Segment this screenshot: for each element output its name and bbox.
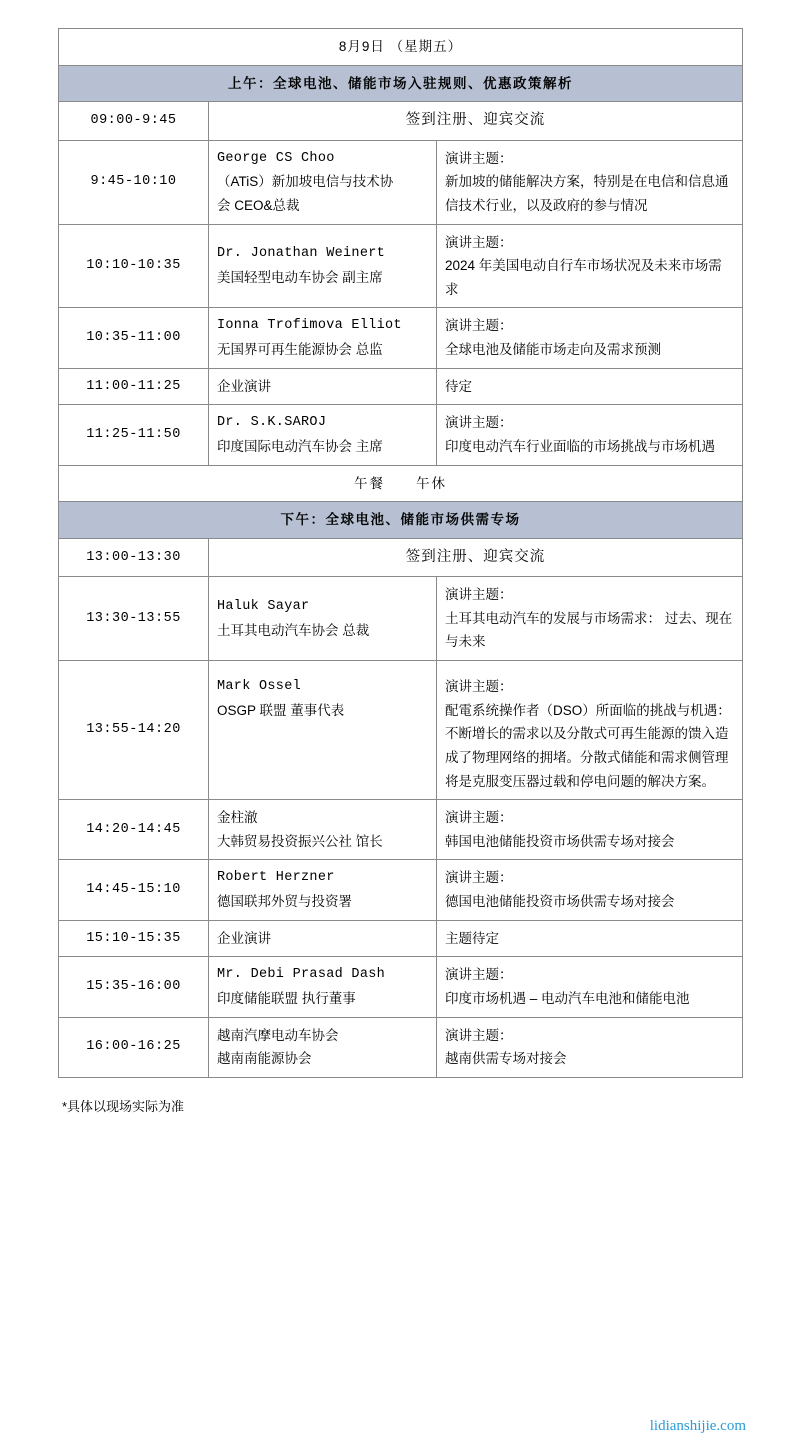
topic-body: 韩国电池储能投资市场供需专场对接会 — [445, 833, 675, 849]
topic-label: 演讲主题： — [445, 150, 513, 166]
row-speaker — [209, 224, 437, 308]
registration-time: 13:00-13:30 — [59, 538, 209, 576]
row-speaker — [209, 140, 437, 224]
row-topic — [437, 661, 743, 800]
table-row — [59, 1017, 743, 1077]
speaker-org-line1: 无国界可再生能源协会 总监 — [217, 342, 383, 357]
table-row — [59, 140, 743, 224]
speaker-name-latin: Robert Herzner — [217, 870, 335, 886]
speaker-name-latin: Mr. Debi Prasad Dash — [217, 967, 386, 983]
table-row — [59, 957, 743, 1017]
speaker-org-line1: 美国轻型电动车协会 副主席 — [217, 269, 383, 285]
speaker-org-line1: （ATiS）新加坡电信与技术协 — [217, 174, 394, 190]
row-speaker — [209, 577, 437, 661]
agenda-table — [58, 28, 743, 1078]
speaker-org-line2: 大韩贸易投资振兴公社 馆长 — [217, 833, 383, 849]
topic-body: 2024 年美国电动自行车市场状况及未来市场需求 — [445, 258, 722, 297]
topic-label: 演讲主题： — [445, 234, 513, 250]
row-time: 16:00-16:25 — [59, 1017, 209, 1077]
row-topic — [437, 957, 743, 1017]
row-speaker — [209, 800, 437, 860]
row-time: 15:10-15:35 — [59, 920, 209, 957]
speaker-org-line1: 德国联邦外贸与投资署 — [217, 894, 352, 909]
speaker-name-latin: Mark Ossel — [217, 679, 302, 694]
row-time: 14:20-14:45 — [59, 800, 209, 860]
lunch-label: 午餐 午休 — [59, 465, 743, 502]
topic-label: 演讲主题： — [445, 1027, 513, 1043]
topic-label: 演讲主题： — [445, 679, 513, 694]
topic-label: 主题待定 — [445, 930, 499, 946]
topic-label: 待定 — [445, 378, 472, 394]
topic-body: 全球电池及储能市场走向及需求预测 — [445, 342, 661, 357]
row-topic — [437, 577, 743, 661]
speaker-org-line1: 企业演讲 — [217, 378, 271, 394]
speaker-name-latin: Haluk Sayar — [217, 598, 310, 614]
speaker-org-line1: 越南汽摩电动车协会 — [217, 1027, 339, 1043]
afternoon-section-title: 下午：全球电池、储能市场供需专场 — [59, 502, 743, 539]
table-row — [59, 368, 743, 405]
table-row — [59, 661, 743, 800]
row-topic — [437, 224, 743, 308]
speaker-org-line2: 会 CEO&总裁 — [217, 197, 300, 213]
row-speaker — [209, 1017, 437, 1077]
table-row — [59, 800, 743, 860]
table-row — [59, 860, 743, 920]
topic-label: 演讲主题： — [445, 967, 513, 983]
watermark: lidianshijie.com — [649, 1418, 746, 1434]
topic-body: 德国电池储能投资市场供需专场对接会 — [445, 894, 675, 909]
row-topic — [437, 860, 743, 920]
speaker-name-latin: George CS Choo — [217, 150, 335, 166]
registration-text: 签到注册、迎宾交流 — [209, 102, 743, 140]
row-speaker — [209, 405, 437, 465]
topic-label: 演讲主题： — [445, 318, 513, 334]
speaker-name-latin: Ionna Trofimova Elliot — [217, 318, 402, 334]
topic-label: 演讲主题： — [445, 810, 513, 826]
table-row — [59, 308, 743, 368]
row-speaker — [209, 661, 437, 800]
row-topic — [437, 800, 743, 860]
row-time: 11:25-11:50 — [59, 405, 209, 465]
row-topic — [437, 308, 743, 368]
topic-label: 演讲主题： — [445, 870, 513, 886]
row-topic — [437, 368, 743, 405]
row-time: 10:10-10:35 — [59, 224, 209, 308]
topic-body: 新加坡的储能解决方案，特别是在电信和信息通信技术行业，以及政府的参与情况 — [445, 174, 729, 213]
row-speaker — [209, 957, 437, 1017]
row-time: 14:45-15:10 — [59, 860, 209, 920]
row-time: 13:30-13:55 — [59, 577, 209, 661]
morning-section-row — [59, 65, 743, 102]
row-speaker — [209, 368, 437, 405]
footnote: *具体以现场实际为准 — [62, 1098, 185, 1114]
topic-label: 演讲主题： — [445, 587, 513, 603]
table-row — [59, 920, 743, 957]
morning-section-title: 上午：全球电池、储能市场入驻规则、优惠政策解析 — [59, 65, 743, 102]
topic-body: 印度市场机遇 – 电动汽车电池和储能电池 — [445, 990, 690, 1006]
speaker-org-line1: 印度国际电动汽车协会 主席 — [217, 438, 383, 454]
speaker-org-line2: 越南南能源协会 — [217, 1051, 312, 1067]
row-speaker — [209, 860, 437, 920]
row-time: 13:55-14:20 — [59, 661, 209, 800]
table-row — [59, 577, 743, 661]
speaker-org-line1: 土耳其电动汽车协会 总裁 — [217, 622, 370, 638]
row-topic — [437, 920, 743, 957]
row-speaker — [209, 920, 437, 957]
speaker-name-latin: Dr. S.K.SAROJ — [217, 415, 327, 431]
topic-body: 印度电动汽车行业面临的市场挑战与市场机遇 — [445, 438, 715, 454]
topic-body: 越南供需专场对接会 — [445, 1051, 567, 1067]
row-time: 15:35-16:00 — [59, 957, 209, 1017]
row-topic — [437, 1017, 743, 1077]
row-time: 11:00-11:25 — [59, 368, 209, 405]
row-time: 9:45-10:10 — [59, 140, 209, 224]
row-time: 10:35-11:00 — [59, 308, 209, 368]
registration-text: 签到注册、迎宾交流 — [209, 538, 743, 576]
speaker-name-cn: 金柱澈 — [217, 810, 258, 826]
afternoon-registration-row — [59, 538, 743, 576]
topic-label: 演讲主题： — [445, 415, 513, 431]
speaker-org-line1: OSGP 联盟 董事代表 — [217, 702, 345, 718]
row-topic — [437, 405, 743, 465]
topic-body: 配電系统操作者（DSO）所面临的挑战与机遇：不断增长的需求以及分散式可再生能源的馈入造成了物理网络的拥堵。分散式储能和需求侧管理将是克服变压器过载和停电问题的解决方案。 — [445, 702, 731, 789]
morning-registration-row — [59, 102, 743, 140]
row-speaker — [209, 308, 437, 368]
registration-time: 09:00-9:45 — [59, 102, 209, 140]
row-topic — [437, 140, 743, 224]
afternoon-section-row — [59, 502, 743, 539]
speaker-org-line1: 企业演讲 — [217, 930, 271, 946]
lunch-row — [59, 465, 743, 502]
topic-body: 土耳其电动汽车的发展与市场需求： 过去、现在与未来 — [445, 610, 733, 650]
speaker-name-latin: Dr. Jonathan Weinert — [217, 246, 386, 262]
speaker-org-line1: 印度储能联盟 执行董事 — [217, 990, 356, 1006]
day-header-cell: 8月9日 （星期五） — [59, 29, 743, 66]
table-row — [59, 224, 743, 308]
day-header-row — [59, 29, 743, 66]
table-row — [59, 405, 743, 465]
